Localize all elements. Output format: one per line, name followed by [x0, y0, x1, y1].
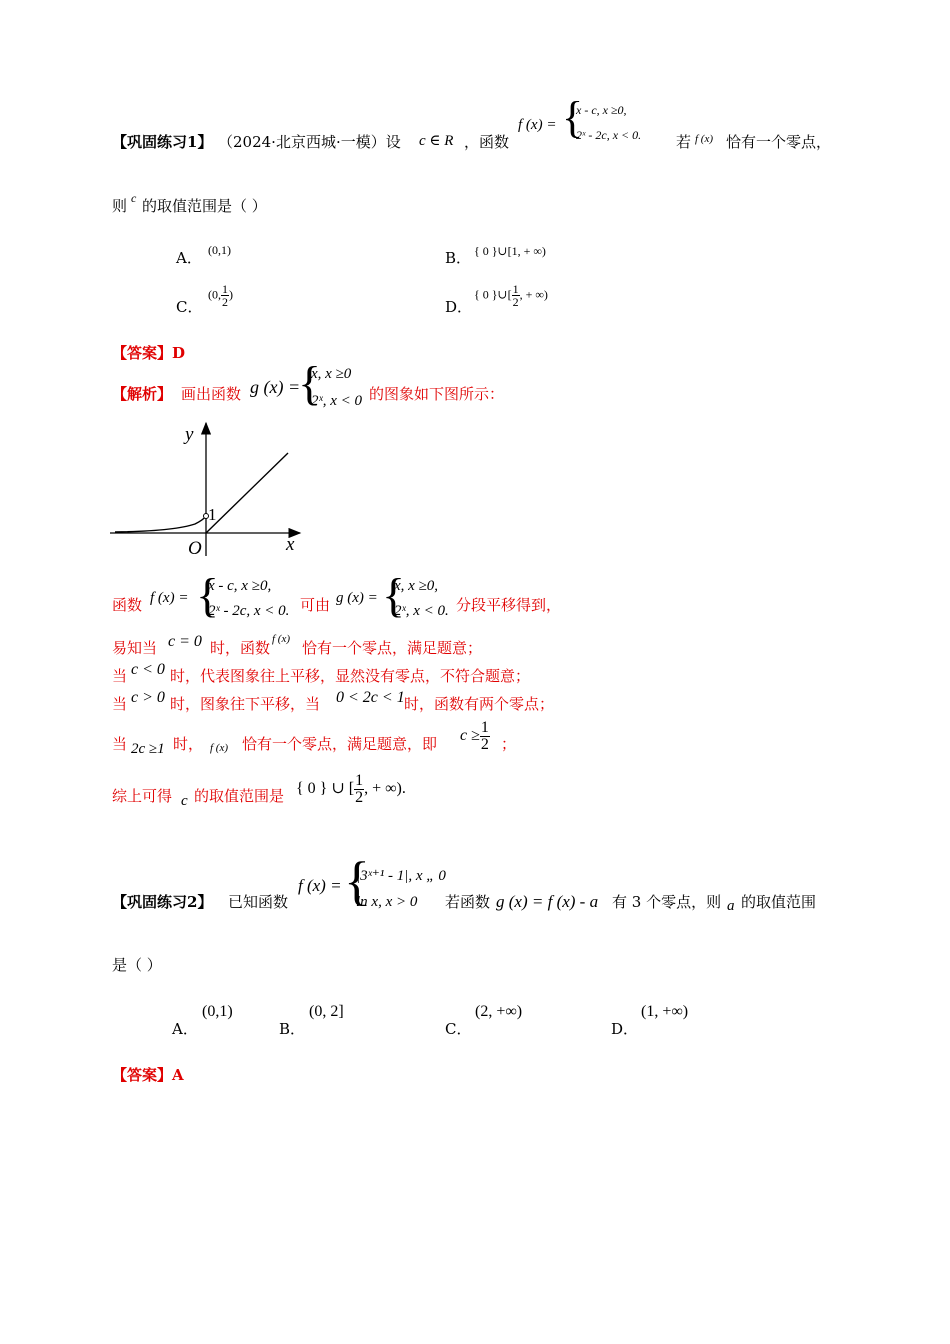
- ex1-func-word: ，函数: [464, 133, 510, 151]
- sol1-f-brace: {: [196, 569, 220, 622]
- sol3-math: c < 0: [131, 661, 165, 678]
- sol2-text-b: 时，函数: [210, 639, 271, 657]
- exponential-branch: [115, 516, 206, 532]
- sol2-math: c = 0: [168, 633, 202, 650]
- ex1-brace: {: [562, 93, 584, 142]
- ex2-f-lhs: f (x) =: [298, 876, 342, 895]
- ex2-option-c-value: (2, +∞): [475, 1003, 523, 1020]
- ex1-option-d-value: { 0 }∪[ $\frac{1}{2}$ , + ∞): [474, 282, 548, 309]
- ex2-answer: 【答案】A: [112, 1066, 184, 1084]
- ex1-g-lhs: g (x) =: [250, 377, 301, 397]
- sol1-text-a: 函数: [112, 596, 143, 614]
- ex1-option-a-value: (0,1): [208, 243, 231, 257]
- ex1-analysis-tail: 的图象如下图所示：: [369, 385, 505, 403]
- sol2-text-a: 易知当: [112, 639, 158, 657]
- sol5-text-a: 当: [112, 735, 128, 753]
- ex2-option-b-value: (0, 2]: [309, 1003, 344, 1020]
- sol4-text-a: 当: [112, 695, 128, 713]
- ex2-label: 【巩固练习2】: [112, 893, 213, 911]
- sol1-text-c: 分段平移得到，: [456, 596, 562, 614]
- sol4-text-b: 时，图象往下平移，当: [170, 695, 321, 713]
- sol1-g-brace: {: [382, 569, 406, 622]
- ex2-option-a-label[interactable]: A．: [172, 1020, 198, 1038]
- sol5-math2: c ≥ $\frac{1}{2}$: [460, 719, 489, 753]
- ex2-text3: 有 3 个零点，则: [612, 893, 722, 911]
- ex1-label: 【巩固练习1】: [112, 133, 213, 151]
- ex1-answer: 【答案】D: [112, 344, 186, 362]
- sol1-g-case2: 2ˣ, x < 0.: [394, 603, 449, 619]
- x-axis-label: x: [286, 534, 295, 555]
- ex1-source: （2024·北京西城·一模）设: [218, 133, 401, 151]
- sol5-math: 2c ≥1: [131, 741, 165, 757]
- sol3-text-b: 时，代表图象往上平移，显然没有零点，不符合题意；: [170, 667, 531, 685]
- ex2-brace: {: [344, 851, 370, 911]
- sol1-text-b: 可由: [300, 596, 331, 614]
- sol1-f-case1: x - c, x ≥0,: [208, 578, 272, 594]
- ex1-option-a-label[interactable]: A．: [176, 249, 202, 267]
- ex2-text1: 已知函数: [228, 893, 289, 911]
- ex1-case2: 2ˣ - 2c, x < 0.: [576, 128, 642, 142]
- sol5-fx: f (x): [210, 742, 229, 754]
- sol2-fx: f (x): [272, 633, 291, 645]
- ex2-g-expr: g (x) = f (x) - a: [496, 892, 599, 911]
- sol6-text-a: 综上可得: [112, 787, 173, 805]
- ex1-tail-fx: f (x): [695, 133, 714, 145]
- sol2-text-c: 恰有一个零点，满足题意；: [302, 639, 483, 657]
- origin-label: O: [188, 538, 202, 559]
- sol1-g-case1: x, x ≥0,: [394, 578, 439, 594]
- ex1-line2-c: c: [131, 191, 137, 205]
- ex2-a-var: a: [727, 898, 735, 914]
- ex1-g-case2: 2ˣ, x < 0: [311, 393, 363, 409]
- sol5-text-b: 时，: [173, 735, 204, 753]
- sol3-text-a: 当: [112, 667, 128, 685]
- ex1-c-in-r: c ∈ R: [419, 133, 454, 149]
- ex2-option-d-label[interactable]: D．: [611, 1020, 639, 1038]
- ex2-option-d-value: (1, +∞): [641, 1003, 689, 1020]
- sol1-f-case2: 2ˣ - 2c, x < 0.: [208, 603, 290, 619]
- sol5-text-c: 恰有一个零点，满足题意，即: [242, 735, 438, 753]
- ex1-option-d-label[interactable]: D．: [445, 298, 473, 316]
- ex2-line2: 是（ ）: [112, 956, 162, 974]
- function-graph: [110, 418, 310, 560]
- ex2-case2: ln x, x > 0: [356, 894, 418, 910]
- ex1-tail: 若: [676, 133, 692, 151]
- ex2-text4: 的取值范围: [741, 893, 817, 911]
- ex1-option-c-value: (0, $\frac{1}{2}$ ): [208, 282, 233, 309]
- one-label: 1: [208, 505, 217, 524]
- y-axis-label: y: [185, 424, 194, 445]
- ex1-case1: x - c, x ≥0,: [576, 103, 627, 117]
- ex2-option-a-value: (0,1): [202, 1003, 233, 1020]
- ex1-line2-pre: 则: [112, 197, 128, 215]
- ex1-g-case1: x, x ≥0: [311, 366, 352, 382]
- sol1-f-lhs: f (x) =: [150, 590, 189, 606]
- ex2-option-b-label[interactable]: B．: [279, 1020, 306, 1038]
- sol6-c: c: [181, 793, 188, 809]
- ex2-case1: |3ˣ⁺¹ - 1|, x „ 0: [356, 868, 446, 884]
- ex1-analysis-label: 【解析】: [112, 385, 173, 403]
- ex2-text2: 若函数: [445, 893, 491, 911]
- ex1-option-b-label[interactable]: B．: [445, 249, 472, 267]
- ex1-analysis-text: 画出函数: [181, 385, 242, 403]
- ex1-option-c-label[interactable]: C．: [176, 298, 203, 316]
- sol5-text-d: ；: [501, 735, 517, 753]
- sol4-math: c > 0: [131, 689, 165, 706]
- sol1-g-lhs: g (x) =: [336, 590, 378, 606]
- sol4-text-c: 时，函数有两个零点；: [404, 695, 555, 713]
- sol4-math2: 0 < 2c < 1: [336, 689, 405, 706]
- ex1-line2-post: 的取值范围是（ ）: [142, 197, 267, 215]
- ex1-tail2: 恰有一个零点，: [726, 133, 832, 151]
- sol6-set: { 0 } ∪ [ $\frac{1}{2}$ , + ∞).: [296, 772, 406, 806]
- ex1-option-b-value: { 0 }∪[1, + ∞): [474, 244, 546, 258]
- sol6-text-b: 的取值范围是: [194, 787, 285, 805]
- ex1-f-lhs: f (x) =: [518, 117, 557, 133]
- linear-branch: [206, 453, 288, 533]
- ex2-option-c-label[interactable]: C．: [445, 1020, 472, 1038]
- ex1-g-brace: {: [298, 357, 322, 410]
